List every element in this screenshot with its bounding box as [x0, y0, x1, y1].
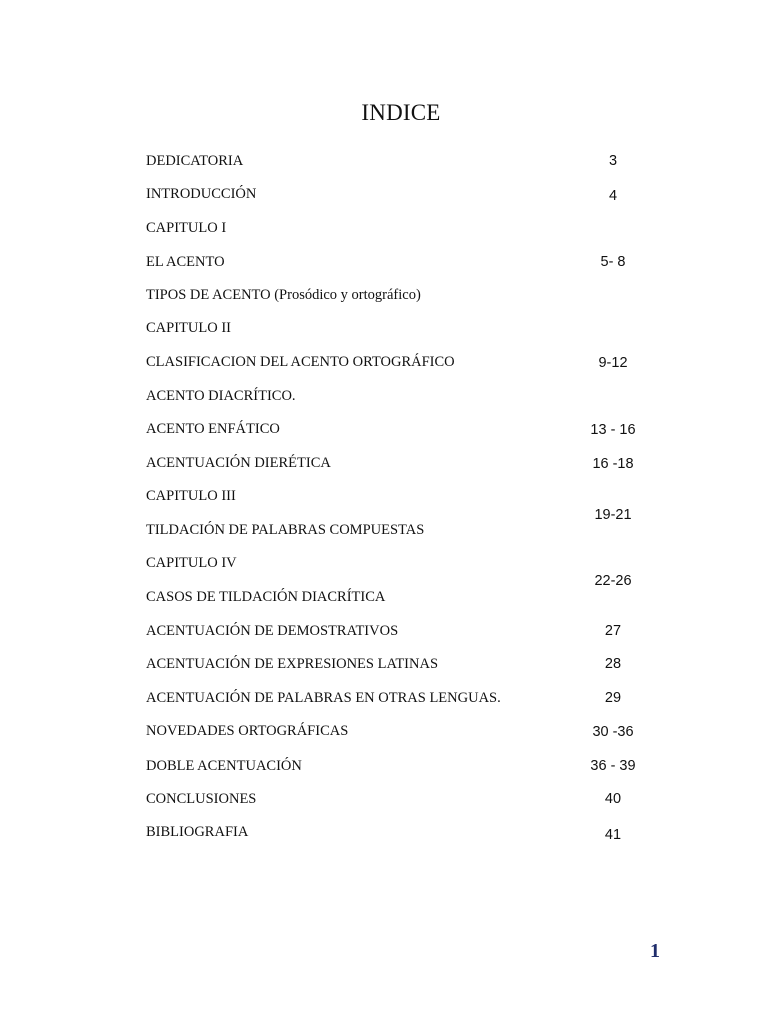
toc-page-tildacion-compuestas: 19-21	[594, 507, 632, 523]
toc-entry-clasificacion: CLASIFICACION DEL ACENTO ORTOGRÁFICO	[146, 354, 455, 370]
toc-page-clasificacion: 9-12	[598, 355, 628, 371]
toc-page-bibliografia: 41	[604, 827, 622, 843]
toc-page-acentuacion-dieretica: 16 -18	[592, 456, 634, 472]
toc-entry-doble-acentuacion: DOBLE ACENTUACIÓN	[146, 758, 302, 774]
toc-page-casos-tildacion: 22-26	[594, 573, 632, 589]
toc-page-demostrativos: 27	[604, 623, 622, 639]
toc-page-expresiones-latinas: 28	[604, 656, 622, 672]
toc-entry-acento-diacritico: ACENTO DIACRÍTICO.	[146, 388, 296, 404]
page-number: 1	[650, 940, 660, 962]
toc-entry-bibliografia: BIBLIOGRAFIA	[146, 824, 249, 840]
toc-entry-demostrativos: ACENTUACIÓN DE DEMOSTRATIVOS	[146, 623, 399, 639]
toc-entry-capitulo-2: CAPITULO II	[146, 320, 231, 336]
toc-entry-conclusiones: CONCLUSIONES	[146, 791, 257, 807]
toc-entry-novedades: NOVEDADES ORTOGRÁFICAS	[146, 723, 349, 739]
toc-page-introduccion: 4	[608, 188, 618, 204]
toc-page-doble-acentuacion: 36 - 39	[590, 758, 636, 774]
toc-entry-el-acento: EL ACENTO	[146, 254, 225, 270]
toc-entry-capitulo-3: CAPITULO III	[146, 488, 236, 504]
toc-entry-introduccion: INTRODUCCIÓN	[146, 186, 257, 202]
toc-page-dedicatoria: 3	[608, 153, 618, 169]
toc-entry-capitulo-4: CAPITULO IV	[146, 555, 237, 571]
toc-entry-acento-enfatico: ACENTO ENFÁTICO	[146, 421, 280, 437]
toc-page-otras-lenguas: 29	[604, 690, 622, 706]
toc-entry-expresiones-latinas: ACENTUACIÓN DE EXPRESIONES LATINAS	[146, 656, 439, 672]
toc-entry-tildacion-compuestas: TILDACIÓN DE PALABRAS COMPUESTAS	[146, 522, 425, 538]
toc-page-el-acento: 5- 8	[600, 254, 626, 270]
toc-page-conclusiones: 40	[604, 791, 622, 807]
toc-entry-capitulo-1: CAPITULO I	[146, 220, 227, 236]
toc-page-novedades: 30 -36	[592, 724, 634, 740]
page-title: INDICE	[361, 100, 441, 125]
toc-entry-tipos-de-acento: TIPOS DE ACENTO (Prosódico y ortográfico)	[146, 287, 421, 303]
toc-entry-acentuacion-dieretica: ACENTUACIÓN DIERÉTICA	[146, 455, 331, 471]
toc-entry-dedicatoria: DEDICATORIA	[146, 153, 244, 169]
toc-page-acento-enfatico: 13 - 16	[590, 422, 636, 438]
toc-entry-casos-tildacion: CASOS DE TILDACIÓN DIACRÍTICA	[146, 589, 386, 605]
toc-entry-otras-lenguas: ACENTUACIÓN DE PALABRAS EN OTRAS LENGUAS.	[146, 690, 501, 706]
